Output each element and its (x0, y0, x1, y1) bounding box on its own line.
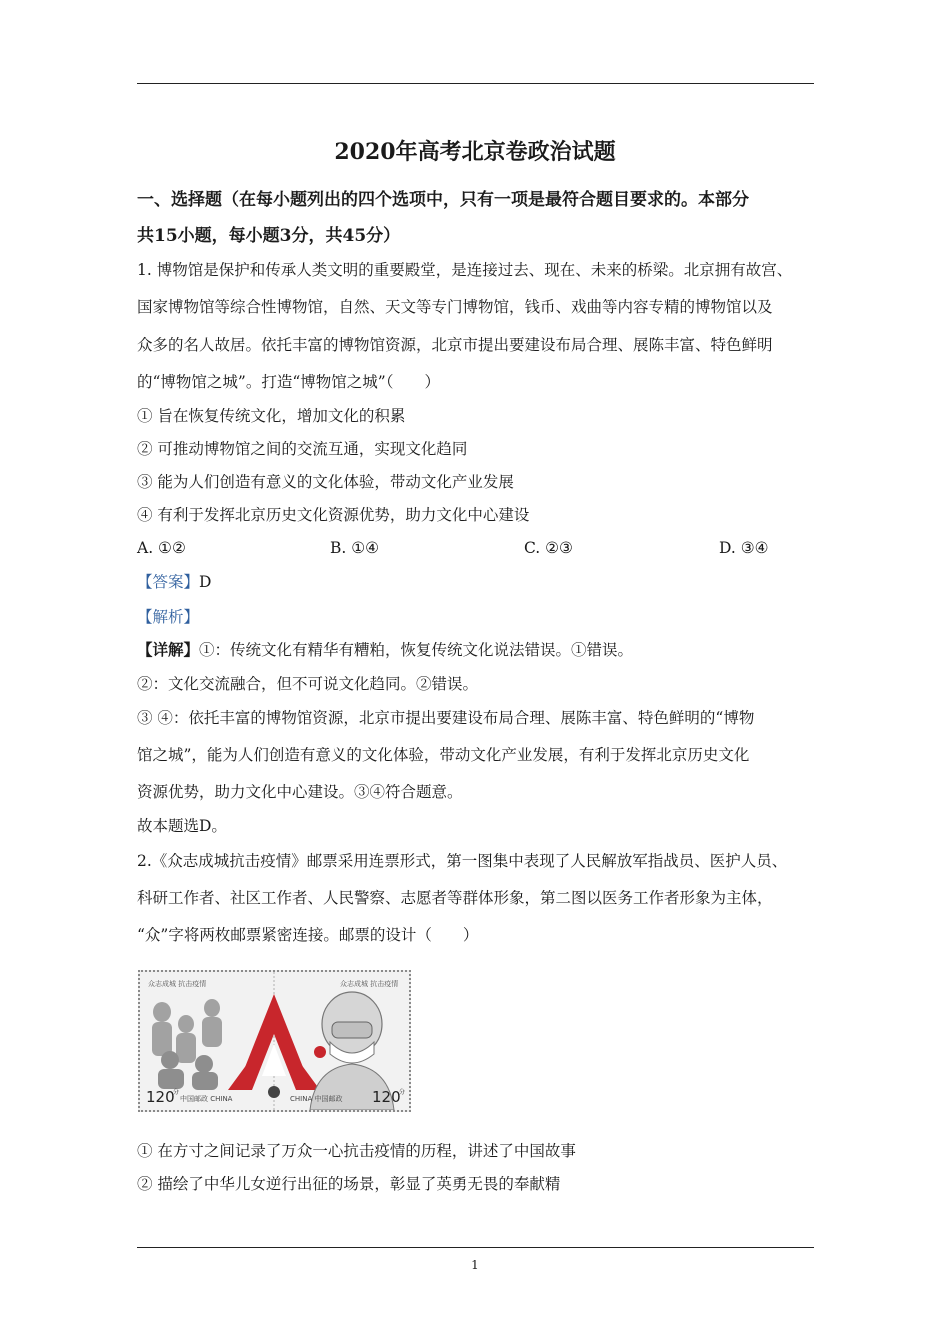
top-rule (137, 83, 814, 84)
detail-line (137, 640, 633, 660)
question-1-stem-line: 国家博物馆等综合性博物馆，自然、天文等专门博物馆，钱币、戏曲等内容专精的博物馆以及 (137, 298, 773, 316)
question-2-statement: ① 在方寸之间记录了万众一心抗击疫情的历程，讲述了中国故事 (137, 1142, 576, 1160)
option-d: D. ③④ (719, 539, 769, 557)
question-1-statement: ④ 有利于发挥北京历史文化资源优势，助力文化中心建设 (137, 506, 530, 524)
question-2-statement: ② 描绘了中华儿女逆行出征的场景，彰显了英勇无畏的奉献精 (137, 1175, 561, 1193)
question-2-stem-line: “众”字将两枚邮票紧密连接。邮票的设计（ ） (137, 926, 479, 944)
question-2-stem-line: 科研工作者、社区工作者、人民警察、志愿者等群体形象，第二图以医务工作者形象为主体， (137, 889, 773, 907)
question-1-statement: ③ 能为人们创造有意义的文化体验，带动文化产业发展 (137, 473, 514, 491)
detail-line: 资源优势，助力文化中心建设。③④符合题意。 (137, 783, 463, 801)
question-1-stem-line: 众多的名人故居。依托丰富的博物馆资源，北京市提出要建设布局合理、展陈丰富、特色鲜明 (137, 336, 773, 354)
answer-label: 【答案】 (137, 573, 200, 591)
question-1-stem-line: 1. 博物馆是保护和传承人类文明的重要殿堂，是连接过去、现在、未来的桥梁。北京拥有故宫、 (137, 261, 793, 279)
answer-value: D (199, 573, 212, 591)
section-heading-line-2: 共15小题，每小题3分，共45分） (137, 226, 401, 246)
stamp-value-left: 120 (146, 1088, 175, 1106)
stamp-fen-left: 分 (173, 1089, 180, 1096)
question-1-statement: ① 旨在恢复传统文化，增加文化的积累 (137, 407, 406, 425)
detail-line: ③ ④：依托丰富的博物馆资源，北京市提出要建设布局合理、展陈丰富、特色鲜明的“博物 (137, 709, 755, 727)
stamp-country-right: CHINA 中国邮政 (290, 1095, 343, 1103)
stamp-caption-right: 众志成城 抗击疫情 (340, 980, 399, 988)
page-title: 2020年高考北京卷政治试题 (334, 139, 616, 165)
emblem-icon (268, 1086, 280, 1098)
detail-line: ②：文化交流融合，但不可说文化趋同。②错误。 (137, 675, 479, 693)
analysis-label: 【解析】 (137, 608, 200, 626)
bottom-rule (137, 1247, 814, 1248)
section-heading-line-1: 一、选择题（在每小题列出的四个选项中，只有一项是最符合题目要求的。本部分 (137, 190, 749, 210)
detail-line: 馆之城”，能为人们创造有意义的文化体验，带动文化产业发展，有利于发挥北京历史文化 (137, 746, 750, 764)
stamp-value-right: 120 (372, 1088, 401, 1106)
stamp-fen-right: 分 (399, 1089, 406, 1096)
question-1-stem-line: 的“博物馆之城”。打造“博物馆之城”（ ） (137, 373, 440, 391)
detail-text: ①：传统文化有精华有糟粕，恢复传统文化说法错误。①错误。 (199, 641, 634, 659)
conclusion-line: 故本题选D。 (137, 817, 227, 835)
stamp-caption-left: 众志成城 抗击疫情 (148, 980, 207, 988)
question-2-stem-line: 2.《众志成城抗击疫情》邮票采用连票形式，第一图集中表现了人民解放军指战员、医护人员、 (137, 852, 788, 870)
stamp-country-left: 中国邮政 CHINA (180, 1095, 233, 1103)
option-c: C. ②③ (524, 539, 573, 557)
question-1-statement: ② 可推动博物馆之间的交流互通，实现文化趋同 (137, 440, 468, 458)
answer-line (137, 572, 211, 592)
page-number: 1 (471, 1258, 479, 1272)
option-a: A. ①② (137, 539, 186, 557)
stamp-image (138, 970, 411, 1112)
detail-label: 【详解】 (137, 640, 200, 659)
option-b: B. ①④ (330, 539, 380, 557)
